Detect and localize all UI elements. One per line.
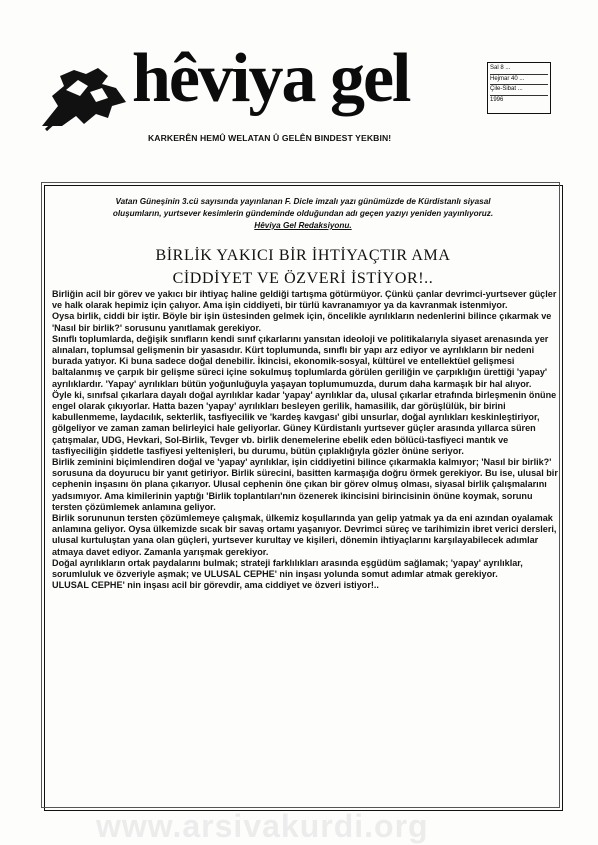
body-closing-line: ULUSAL CEPHE' nin inşası acil bir görevdir, ama ciddiyet ve özveri istiyor!.. [52, 580, 379, 591]
intro-line: oluşumların, yurtsever kesimlerin gündeminde olduğundan adı geçen yazıyı yeniden yayınlıyoruz. [112, 209, 494, 218]
body-paragraph: Oysa birlik, ciddi bir iştir. Böyle bir işin üstesinden gelmek için, öncelikle ayrılıkların nedenlerini bilince çıkarmak ve 'Nasıl bir birlik?' sorusunu yanıtlamak gerekiyor. [52, 311, 552, 333]
intro-signature: Hêviya Gel Redaksiyonu. [254, 221, 352, 230]
issue-info-box [487, 62, 551, 114]
archive-watermark: www.arsivakurdi.org [96, 808, 429, 844]
issue-line: Çile-Sibat ... [490, 85, 548, 96]
issue-line: Hejmar 40 ... [490, 75, 548, 86]
body-paragraph: Doğal ayrılıkların ortak paydalarını bulmak; strateji farklılıkları arasında eşgüdüm sağlamak; 'yapay' ayrılıklar, sorumluluk ve özveriyle aşmak; ve ULUSAL CEPHE' nin inşası yolunda somut adımlar atmak gerekiyor. [52, 557, 523, 580]
article-body [52, 289, 564, 591]
body-paragraph: Sınıflı toplumlarda, değişik sınıfların kendi sınıf çıkarlarını yansıtan ideoloji ve politikalarıyla siyaset arenasında yer alınaları, toplumsal gelişmenin bir yasasıdır. Kürt toplumunda, sınıflı bir yapı arz ediyor ve ayrılıkların bir nedeni burada yatıyor. Ki buna sadece doğal denebilir. İkincisi, ekonomik-sosyal, kültürel ve entellektüel gelişmesi baltalanmış ve çarpık bir gelişme süreci içine sokulmuş toplumlarda görülen geriliğin ve çarpıklığın ürettiği 'yapay' ayrılıklardır. 'Yapay' ayrılıkları bütün yoğunluğuyla yaşayan toplumumuzda, durum daha karmaşık bir hal alıyor. [52, 333, 549, 389]
editor-intro [62, 196, 544, 232]
article-headline [62, 244, 544, 290]
body-paragraph: Birlik sorununun tersten çözümlemeye çalışmak, ülkemiz koşullarında yan gelip yatmak ya da eni azından oyalamak anlamına geliyor. Oysa ülkemizde sıcak bir savaş ortamı yaşanıyor. Devrimci süreç ve tarihimizin ibret verici dersleri, ulusal kurtuluştan yana olan güçleri, yurtsever kurultay ve kişileri, dönemin ihtiyaçlarını karşılayabilecek adımlar atmaya davet ediyor. Zamanla yarışmak gerekiyor. [52, 513, 557, 557]
body-paragraph: Birliğin acil bir görev ve yakıcı bir ihtiyaç haline geldiği tartışma götürmüyor. Çünkü çanlar devrimci-yurtsever güçler ve halk olarak hepimiz için çalıyor. Ama işin ciddiyeti, bir türlü kavranamıyor ya da kavranmak istenmiyor. [52, 289, 557, 311]
raised-fist-logo-icon [38, 66, 130, 132]
intro-line: Vatan Güneşinin 3.cü sayısında yayınlanan F. Dicle imzalı yazı günümüzde de Kürdistanlı siyasal [115, 197, 491, 206]
body-paragraph: Birlik zeminini biçimlendiren doğal ve 'yapay' ayrılıklar, işin ciddiyetini bilince çıkarmakla kalmıyor; 'Nasıl bir birlik?' sorusuna da doyurucu bir yanıt getiriyor. Birlik sürecini, basitten karmaşığa doğru örmek gerekiyor. Bu ise, ulusal bir cephenin inşasını ön plana çıkarıyor. Ulusal cephenin öne çıkan bir görev olmuş olması, siyasal birlik çalışmalarını yadsımıyor. Ama kimilerinin yaptığı 'Birlik toplantıları'nın özenerek ikincisini birincisinin önüne koymak, sorunu tersten çözümlemek anlamına geliyor. [52, 457, 558, 512]
headline-line: CİDDİYET VE ÖZVERİ İSTİYOR!.. [172, 270, 434, 287]
masthead-title: hêviya gel [132, 40, 410, 117]
issue-line: Sal 8 ... [490, 64, 548, 75]
headline-line: BİRLİK YAKICI BİR İHTİYAÇTIR AMA [155, 247, 451, 264]
issue-line: 1996 [490, 96, 504, 103]
masthead-tagline: KARKERÊN HEMÛ WELATAN Û GELÊN BINDEST YEKBIN! [148, 133, 392, 143]
masthead [0, 0, 598, 150]
body-paragraph: Öyle ki, sınıfsal çıkarlara dayalı doğal ayrılıklar kadar 'yapay' ayrılıklar da, ulusal çıkarlar etrafında birleşmenin önüne engel olarak çıkıyorlar. Hatta bazen 'yapay' ayrılıkları besleyen gerilik, hamasilik, dar görüşlülük, bir birini kabullenmeme, laydacılık, sekterlik, tasfiyecilik ve 'kardeş kavgası' gibi unsurlar, doğal ayrılıkları keskinleştiriyor, gölgeliyor ve zaman zaman belirleyici hale geliyorlar. Güney Kürdistanlı yurtsever güçler arasında yıllarca süren çatışmalar, UDG, Hevkari, Sol-Birlik, Tevger vb. birlik denemelerine ebelik eden bölücü-tasfiyeci mantık ve tasfiyeciliğin şiddetle tasfiyesi yeltenişleri, bu durumu, bütün çıplaklığıyla gözler önüne seriyor. [52, 389, 557, 456]
